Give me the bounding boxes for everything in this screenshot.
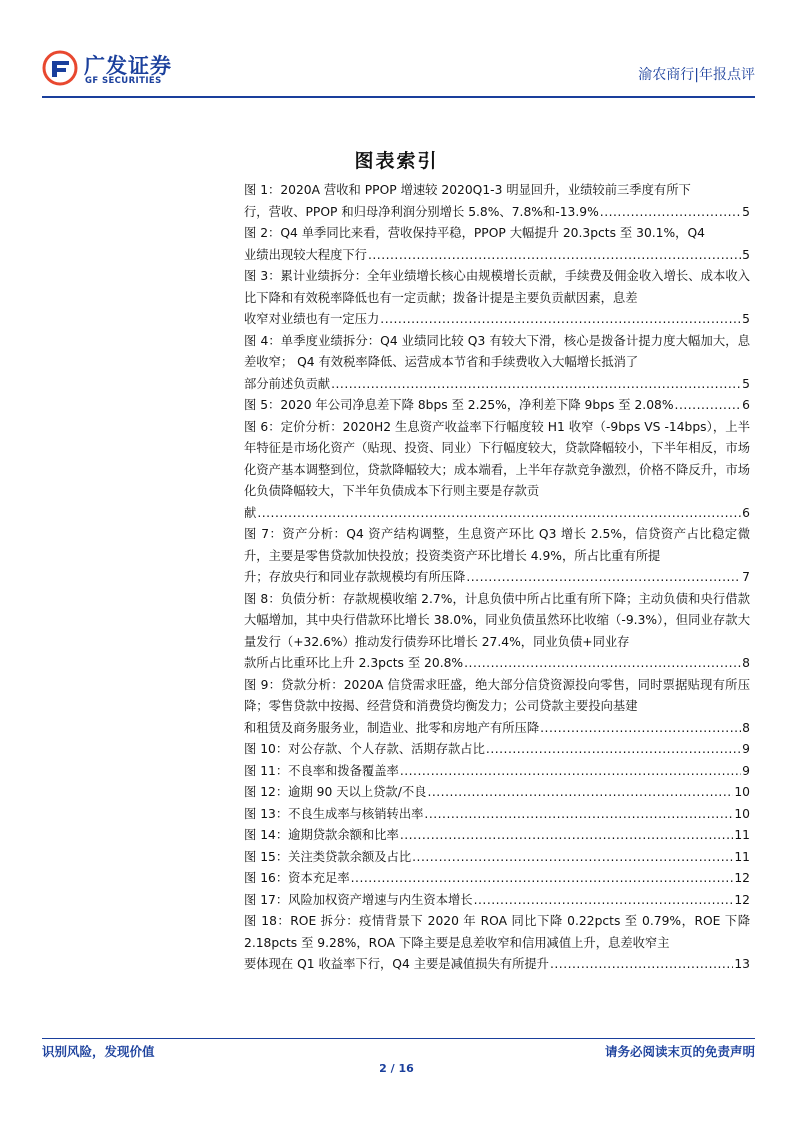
- toc-entry[interactable]: [244, 868, 750, 890]
- toc-entry[interactable]: [244, 675, 750, 740]
- toc-page-number: 10: [734, 806, 750, 821]
- toc-leader-dots: [368, 245, 741, 267]
- toc-leader-dots: [474, 890, 734, 912]
- toc-page-number: 5: [742, 247, 750, 262]
- logo-chinese-text: 广发证券: [84, 54, 172, 78]
- gf-logo-icon: [42, 50, 78, 86]
- toc-entry-lead-text: 图 4：单季度业绩拆分：Q4 业绩同比较 Q3 有较大下滑，核心是拨备计提力度大幅加大，息差收窄； Q4 有效税率降低、运营成本节省和手续费收入大幅增长抵消了: [244, 333, 750, 369]
- toc-page-number: 12: [734, 871, 750, 885]
- toc-entry-tail-text: 图 11：不良率和拨备覆盖率: [244, 763, 399, 778]
- toc-entry-lead-text: 图 18：ROE 拆分：疫情背景下 2020 年 ROA 同比下降 0.22pcts 至 0.79%，ROE 下降 2.18pcts 至 9.28%，ROA 下降主要是息差收窄和信用减值上升，息差收窄主: [244, 914, 750, 950]
- toc-entry-tail-text: 和租赁及商务服务业，制造业、批零和房地产有所压降: [244, 720, 540, 735]
- toc-page-number: 5: [742, 204, 750, 219]
- toc-leader-dots: [675, 395, 742, 417]
- toc-leader-dots: [424, 804, 733, 826]
- header-divider: [42, 96, 755, 98]
- toc-entry-last-line: [244, 954, 750, 976]
- toc-entry-tail-text: 图 16：资本充足率: [244, 871, 350, 885]
- toc-page-number: 8: [742, 656, 750, 670]
- toc-entry[interactable]: [244, 331, 750, 396]
- footer-slogan: 识别风险，发现价值: [42, 1044, 155, 1059]
- figure-index-list: [244, 180, 750, 976]
- toc-entry[interactable]: [244, 589, 750, 675]
- toc-leader-dots: [400, 761, 741, 783]
- toc-entry-lead-text: 图 3：累计业绩拆分：全年业绩增长核心由规模增长贡献，手续费及佣金收入增长、成本收入比下降和有效税率降低也有一定贡献；拨备计提是主要负贡献因素，息差: [244, 269, 750, 305]
- toc-entry[interactable]: [244, 417, 750, 525]
- toc-entry-lead-text: 图 9：贷款分析：2020A 信贷需求旺盛，绝大部分信贷资源投向零售，同时票据贴现有所压降；零售贷款中按揭、经营贷和消费贷均衡发力；公司贷款主要投向基建: [244, 677, 750, 713]
- toc-entry[interactable]: [244, 395, 750, 417]
- toc-page-number: 11: [734, 849, 750, 864]
- toc-entry-tail-text: 升；存放央行和同业存款规模均有所压降: [244, 570, 466, 584]
- toc-entry-last-line: [244, 653, 750, 675]
- report-tag: 渝农商行|年报点评: [638, 67, 755, 83]
- toc-entry[interactable]: [244, 266, 750, 331]
- logo-english-text: GF SECURITIES: [85, 76, 162, 86]
- toc-entry[interactable]: [244, 180, 750, 223]
- toc-entry-tail-text: 款所占比重环比上升 2.3pcts 至 20.8%: [244, 656, 464, 670]
- toc-entry[interactable]: [244, 782, 750, 804]
- toc-entry-last-line: [244, 739, 750, 761]
- toc-entry-last-line: [244, 825, 750, 847]
- toc-entry-tail-text: 业绩出现较大程度下行: [244, 247, 367, 262]
- toc-page-number: 8: [742, 720, 750, 735]
- toc-entry-last-line: [244, 374, 750, 396]
- toc-entry-tail-text: 图 15：关注类贷款余额及占比: [244, 849, 412, 864]
- toc-entry-tail-text: 部分前述负贡献: [244, 376, 331, 391]
- toc-page-number: 9: [742, 742, 750, 756]
- toc-entry[interactable]: [244, 847, 750, 869]
- toc-page-number: 10: [734, 785, 750, 799]
- toc-entry-last-line: [244, 761, 750, 783]
- footer-divider: [42, 1038, 755, 1039]
- toc-entry-tail-text: 行，营收、PPOP 和归母净利润分别增长 5.8%、7.8%和-13.9%: [244, 204, 599, 219]
- toc-entry[interactable]: [244, 911, 750, 976]
- company-logo: [42, 46, 202, 90]
- toc-entry-last-line: [244, 804, 750, 826]
- toc-entry-last-line: [244, 503, 750, 525]
- toc-page-number: 6: [742, 398, 750, 412]
- toc-leader-dots: [257, 503, 741, 525]
- toc-page-number: 11: [734, 828, 750, 842]
- page-title: 图表索引: [354, 150, 439, 172]
- toc-entry-tail-text: 要体现在 Q1 收益率下行，Q4 主要是减值损失有所提升: [244, 957, 549, 971]
- toc-page-number: 13: [734, 957, 750, 971]
- toc-leader-dots: [540, 718, 741, 740]
- toc-entry-lead-text: 图 2：Q4 单季同比来看，营收保持平稳，PPOP 大幅提升 20.3pcts 至 30.1%，Q4: [244, 226, 705, 240]
- toc-entry-lead-text: 图 7：资产分析：Q4 资产结构调整，生息资产环比 Q3 增长 2.5%，信贷资产占比稳定微升，主要是零售贷款加快投放；投资类资产环比增长 4.9%，所占比重有所提: [244, 527, 750, 563]
- toc-entry-last-line: [244, 868, 750, 890]
- toc-entry-last-line: [244, 718, 750, 740]
- toc-leader-dots: [466, 567, 741, 589]
- page-number: 2 / 16: [379, 1062, 414, 1075]
- toc-entry-tail-text: 献: [244, 505, 257, 520]
- toc-entry-tail-text: 图 13：不良生成率与核销转出率: [244, 806, 424, 821]
- toc-page-number: 9: [742, 763, 750, 778]
- toc-entry-tail-text: 收窄对业绩也有一定压力: [244, 312, 380, 326]
- toc-entry-last-line: [244, 782, 750, 804]
- toc-entry-last-line: [244, 395, 750, 417]
- toc-leader-dots: [412, 847, 733, 869]
- toc-leader-dots: [600, 202, 741, 224]
- toc-leader-dots: [380, 309, 741, 331]
- toc-entry-tail-text: 图 17：风险加权资产增速与内生资本增长: [244, 892, 473, 907]
- toc-entry-last-line: [244, 309, 750, 331]
- toc-entry[interactable]: [244, 804, 750, 826]
- toc-page-number: 5: [742, 376, 750, 391]
- toc-entry-tail-text: 图 10：对公存款、个人存款、活期存款占比: [244, 742, 485, 756]
- toc-entry-lead-text: 图 1：2020A 营收和 PPOP 增速较 2020Q1-3 明显回升，业绩较前三季度有所下: [244, 183, 691, 197]
- page-header: [42, 46, 755, 96]
- toc-page-number: 7: [742, 570, 750, 584]
- toc-page-number: 6: [742, 505, 750, 520]
- toc-leader-dots: [331, 374, 741, 396]
- toc-entry[interactable]: [244, 825, 750, 847]
- toc-entry-tail-text: 图 14：逾期贷款余额和比率: [244, 828, 399, 842]
- toc-page-number: 5: [742, 312, 750, 326]
- toc-leader-dots: [427, 782, 733, 804]
- toc-entry[interactable]: [244, 223, 750, 266]
- toc-entry-tail-text: 图 12：逾期 90 天以上贷款/不良: [244, 785, 427, 799]
- toc-leader-dots: [486, 739, 741, 761]
- footer-disclaimer-note: 请务必阅读末页的免责声明: [604, 1044, 755, 1059]
- toc-entry[interactable]: [244, 739, 750, 761]
- toc-entry[interactable]: [244, 761, 750, 783]
- toc-leader-dots: [464, 653, 741, 675]
- toc-entry[interactable]: [244, 524, 750, 589]
- toc-entry-lead-text: 图 8：负债分析：存款规模收缩 2.7%，计息负债中所占比重有所下降；主动负债和央行借款大幅增加，其中央行借款环比增长 38.0%，同业负债虽然环比收缩（-9.3%），但同业存款大量发行（+32.6%）推动发行债券环比增长 27.4%，同业负债+同业存: [244, 591, 750, 649]
- toc-leader-dots: [400, 825, 734, 847]
- toc-entry-last-line: [244, 847, 750, 869]
- toc-page-number: 12: [734, 892, 750, 907]
- toc-entry-last-line: [244, 567, 750, 589]
- toc-leader-dots: [351, 868, 734, 890]
- toc-entry[interactable]: [244, 890, 750, 912]
- toc-entry-last-line: [244, 890, 750, 912]
- toc-leader-dots: [550, 954, 733, 976]
- toc-entry-tail-text: 图 5：2020 年公司净息差下降 8bps 至 2.25%，净利差下降 9bps 至 2.08%: [244, 398, 674, 412]
- toc-entry-lead-text: 图 6：定价分析：2020H2 生息资产收益率下行幅度较 H1 收窄（-9bps VS -14bps），上半年特征是市场化资产（贴现、投资、同业）下行幅度较大，贷款降幅较小，下半年相反，市场化资产基本调整到位，贷款降幅较大；成本端看，上半年存款竞争激烈，价格不降反升，市场化负债降幅较大，下半年负债成本下行则主要是存款贡: [244, 419, 750, 498]
- toc-entry-last-line: [244, 202, 750, 224]
- toc-entry-last-line: [244, 245, 750, 267]
